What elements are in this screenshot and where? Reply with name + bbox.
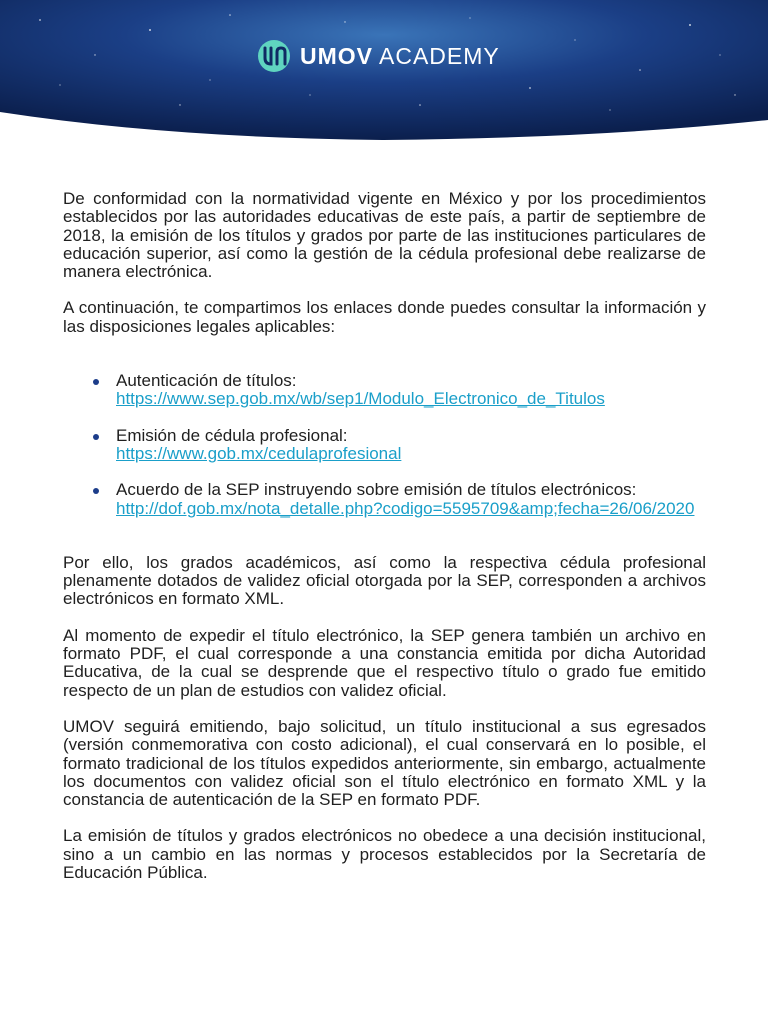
- cedula-link[interactable]: https://www.gob.mx/cedulaprofesional: [116, 443, 402, 463]
- brand-umov: UMOV: [300, 42, 373, 69]
- brand-academy: ACADEMY: [379, 42, 500, 69]
- dof-agreement-link[interactable]: http://dof.gob.mx/nota_detalle.php?codigo=5595709&amp;fecha=26/06/2020: [116, 498, 695, 518]
- link-label: Emisión de cédula profesional:: [116, 425, 348, 445]
- bullet-icon: [93, 434, 99, 440]
- intro-paragraph: De conformidad con la normatividad vigente en México y por los procedimientos establecidos por las autoridades educativas de este país, a partir de septiembre de 2018, la emisión de los títulos y grados por parte de las instituciones particulares de educación superior, así como la gestión de la cédula profesional debe realizarse de manera electrónica.: [63, 189, 706, 282]
- bullet-icon: [93, 488, 99, 494]
- body-paragraph: Por ello, los grados académicos, así como la respectiva cédula profesional plenamente dotados de validez oficial otorgada por la SEP, corresponden a archivos electrónicos en formato XML.: [63, 552, 706, 609]
- body-paragraph: UMOV seguirá emitiendo, bajo solicitud, un título institucional a sus egresados (versión conmemorativa con costo adicional), el cual conservará en lo posible, el formato tradicional de los títulos expedidos anteriormente, sin embargo, actualmente los documentos con validez oficial son el título electrónico en formato XML y la constancia de autenticación de la SEP en formato PDF.: [63, 716, 706, 810]
- brand-wordmark: [300, 43, 500, 70]
- body-paragraph: Al momento de expedir el título electrónico, la SEP genera también un archivo en formato PDF, el cual corresponde a una constancia emitida por dicha Autoridad Educativa, de la cual se desprende que el respectivo título o grado fue emitido respecto de un plan de estudios con validez oficial.: [63, 625, 706, 700]
- body-paragraph: La emisión de títulos y grados electrónicos no obedece a una decisión institucional, sino a un cambio en las normas y procesos establecidos por la Secretaría de Educación Pública.: [63, 826, 706, 883]
- bullet-icon: [93, 379, 99, 385]
- links-intro-paragraph: A continuación, te compartimos los enlaces donde puedes consultar la información y las disposiciones legales aplicables:: [63, 298, 706, 336]
- link-label: Acuerdo de la SEP instruyendo sobre emisión de títulos electrónicos:: [116, 480, 637, 500]
- document-body: [63, 190, 706, 900]
- umov-academy-logo: [256, 36, 500, 76]
- reference-links-list: [63, 372, 706, 518]
- link-label: Autenticación de títulos:: [116, 371, 297, 391]
- list-item-authentication: [93, 372, 706, 409]
- umov-logo-icon: [256, 38, 292, 74]
- list-item-dof-agreement: [93, 481, 706, 518]
- authentication-link[interactable]: https://www.sep.gob.mx/wb/sep1/Modulo_Electronico_de_Titulos: [116, 389, 605, 409]
- list-item-cedula: [93, 427, 706, 464]
- header-banner: [0, 0, 768, 150]
